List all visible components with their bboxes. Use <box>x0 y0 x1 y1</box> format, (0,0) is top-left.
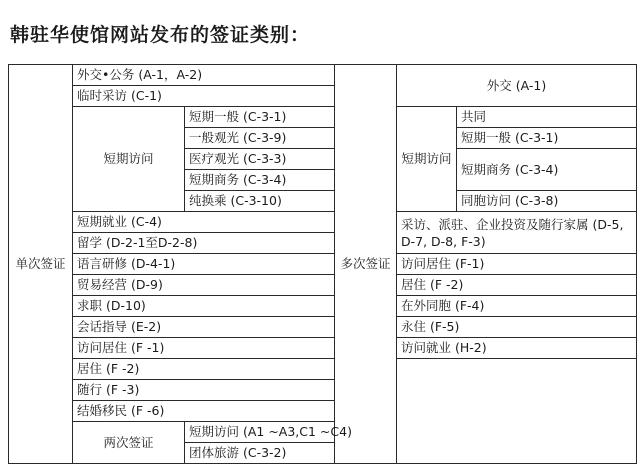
single-row: 结婚移民 (F -6) <box>73 401 335 422</box>
table-row <box>9 212 637 233</box>
multi-row-press-investment: 采访、派驻、企业投资及随行家属 (D-5, D-7, D-8, F-3) <box>397 212 637 254</box>
table-row <box>9 338 637 359</box>
single-row: 语言研修 (D-4-1) <box>73 254 335 275</box>
double-row: 短期访问 (A1 ~A3,C1 ~C4) <box>185 422 397 443</box>
single-short-visit-item: 一般观光 (C-3-9) <box>185 128 335 149</box>
multi-row: 访问就业 (H-2) <box>397 338 637 359</box>
single-short-visit-label: 短期访问 <box>73 107 185 212</box>
table-row <box>9 317 637 338</box>
multi-empty-cell <box>397 359 637 464</box>
single-row: 居住 (F -2) <box>73 359 335 380</box>
single-short-visit-item: 纯换乘 (C-3-10) <box>185 191 335 212</box>
multi-row: 永住 (F-5) <box>397 317 637 338</box>
table-row <box>9 254 637 275</box>
single-row: 留学 (D-2-1至D-2-8) <box>73 233 335 254</box>
multi-short-visit-item: 共同 <box>457 107 637 128</box>
single-row: 随行 (F -3) <box>73 380 335 401</box>
double-entry-label: 两次签证 <box>73 422 185 464</box>
single-row: 贸易经营 (D-9) <box>73 275 335 296</box>
multi-short-visit-item: 短期一般 (C-3-1) <box>457 128 637 149</box>
single-row: 访问居住 (F -1) <box>73 338 335 359</box>
multi-short-visit-label: 短期访问 <box>397 107 457 212</box>
single-row: 短期就业 (C-4) <box>73 212 335 233</box>
multi-row: 访问居住 (F-1) <box>397 254 637 275</box>
multi-short-visit-item: 短期商务 (C-3-4) <box>457 149 637 191</box>
table-row <box>9 107 637 128</box>
multi-row-diplomatic: 外交 (A-1) <box>397 65 637 107</box>
single-short-visit-item: 短期一般 (C-3-1) <box>185 107 335 128</box>
multi-entry-label: 多次签证 <box>335 65 397 464</box>
single-entry-label: 单次签证 <box>9 65 73 464</box>
table-row <box>9 359 637 380</box>
single-row: 求职 (D-10) <box>73 296 335 317</box>
single-row-temp-press: 临时采访 (C-1) <box>73 86 335 107</box>
multi-short-visit-item: 同胞访问 (C-3-8) <box>457 191 637 212</box>
page-title: 韩驻华使馆网站发布的签证类别： <box>10 24 311 46</box>
multi-row: 在外同胞 (F-4) <box>397 296 637 317</box>
multi-row: 居住 (F -2) <box>397 275 637 296</box>
table-row <box>9 65 637 86</box>
single-short-visit-item: 短期商务 (C-3-4) <box>185 170 335 191</box>
double-row: 团体旅游 (C-3-2) <box>185 443 397 464</box>
visa-category-table <box>8 64 637 464</box>
single-row-diplomatic: 外交•公务 (A-1，A-2) <box>73 65 335 86</box>
single-row: 会话指导 (E-2) <box>73 317 335 338</box>
table-row <box>9 296 637 317</box>
single-short-visit-item: 医疗观光 (C-3-3) <box>185 149 335 170</box>
table-row <box>9 275 637 296</box>
